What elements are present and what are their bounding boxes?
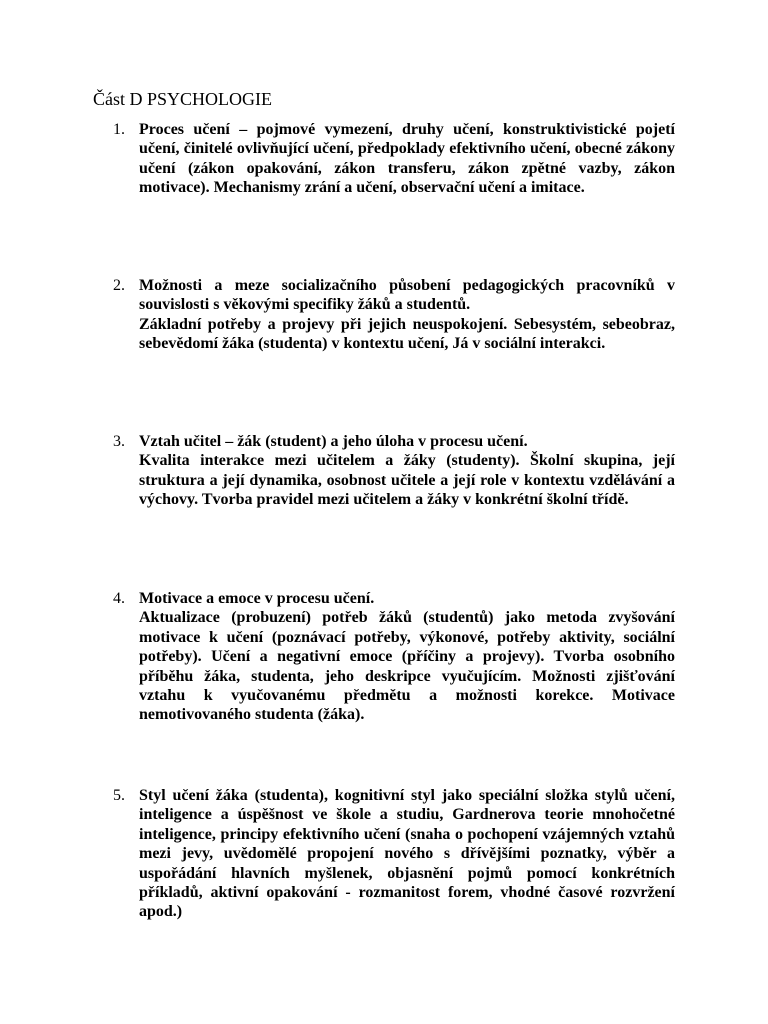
list-item-text bbox=[139, 432, 675, 510]
list-item-paragraph: Možnosti a meze socializačního působení pedagogických pracovníků v souvislosti s věkovými specifiky žáků a studentů. bbox=[139, 277, 675, 314]
list-item-number: 1. bbox=[113, 121, 125, 138]
list-item-text bbox=[139, 276, 675, 354]
list-item-paragraph: Vztah učitel – žák (student) a jeho úloha v procesu učení. bbox=[139, 433, 528, 450]
list-item-paragraph: Motivace a emoce v procesu učení. bbox=[139, 590, 375, 607]
list-item-paragraph: Styl učení žáka (studenta), kognitivní styl jako speciální složka stylů učení, inteligence a úspěšnost ve škole a studiu, Gardnerova teorie mnohočetné inteligence, principy efektivního učení (snaha o pochopení vzájemných vztahů mezi jevy, uvědomělé propojení nového s dřívějšími poznatky, výběr a uspořádání hlavních myšlenek, objasnění pojmů pomocí konkrétních příkladů, aktivní opakování - rozmanitost forem, vhodné časové rozvržení apod.) bbox=[139, 787, 675, 921]
list-item-paragraph: Kvalita interakce mezi učitelem a žáky (studenty). Školní skupina, její struktura a její dynamika, osobnost učitele a její role v kontextu vzdělávání a výchovy. Tvorba pravidel mezi učitelem a žáky v konkrétní školní třídě. bbox=[139, 452, 675, 509]
list-item-number: 3. bbox=[113, 433, 125, 450]
list-item-paragraph: Proces učení – pojmové vymezení, druhy učení, konstruktivistické pojetí učení, činitelé ovlivňující učení, předpoklady efektivního učení, obecné zákony učení (zákon opakování, zákon transferu, zákon zpětné vazby, zákon motivace). Mechanismy zrání a učení, observační učení a imitace. bbox=[139, 121, 675, 197]
list-item-number: 2. bbox=[113, 277, 125, 294]
list-item-paragraph: Aktualizace (probuzení) potřeb žáků (studentů) jako metoda zvyšování motivace k učení (poznávací potřeby, výkonové, potřeby aktivity, sociální potřeby). Učení a negativní emoce (příčiny a projevy). Tvorba osobního příběhu žáka, studenta, jeho deskripce vyučujícím. Možnosti zjišťování vztahu k vyučovanému předmětu a možnosti korekce. Motivace nemotivovaného studenta (žáka). bbox=[139, 609, 675, 724]
list-item-paragraph: Základní potřeby a projevy při jejich neuspokojení. Sebesystém, sebeobraz, sebevědomí žáka (studenta) v kontextu učení, Já v sociální interakci. bbox=[139, 315, 675, 353]
list-item-text bbox=[139, 120, 675, 198]
list-item-number: 5. bbox=[113, 787, 125, 804]
list-item-text bbox=[139, 589, 675, 725]
list-item-number: 4. bbox=[113, 590, 125, 607]
section-heading: Část D PSYCHOLOGIE bbox=[93, 89, 273, 109]
list-item-text bbox=[139, 786, 675, 922]
